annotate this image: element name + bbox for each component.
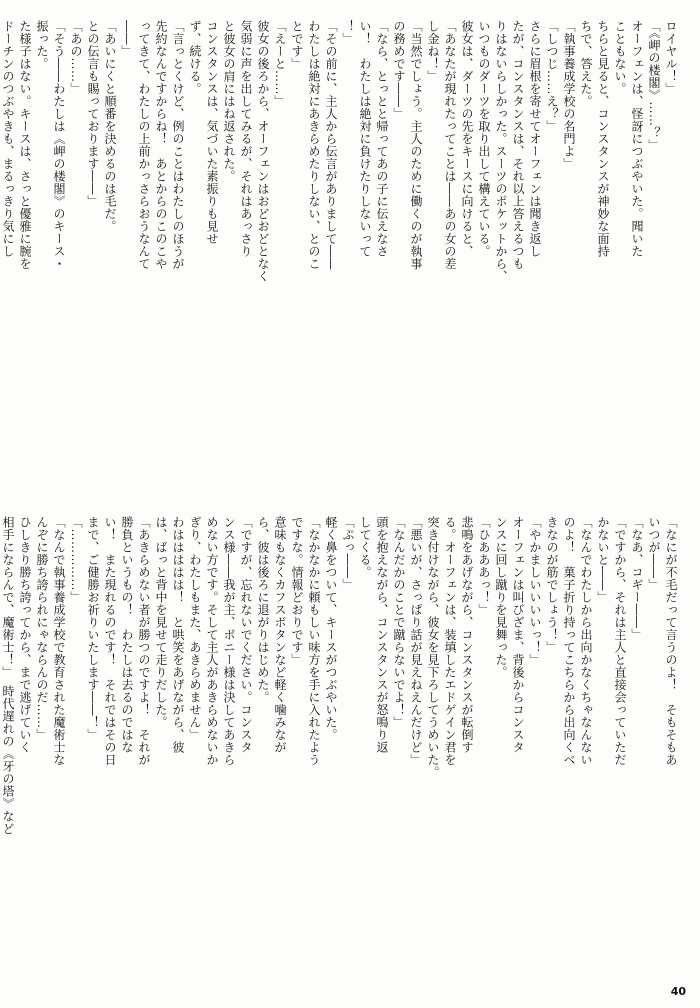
page-number: 40: [670, 985, 686, 998]
text-column: 「あなたが現れたってことは――あの女の差: [443, 20, 457, 270]
text-column: ――」: [120, 20, 134, 58]
text-column: 「そう――わたしは《岬の楼閣》のキース・: [52, 20, 66, 270]
text-column: 振った。: [35, 20, 49, 70]
text-column: の務めです――」: [392, 20, 406, 120]
upper-text-tier: [1, 20, 678, 490]
text-column: ！」: [341, 20, 355, 45]
text-column: 「なんで執事養成学校で教育された魔術士な: [52, 516, 66, 766]
text-column: いつが――」: [647, 516, 661, 591]
text-column: 軽く鼻をついて、キースがつぶやいた。: [324, 516, 338, 741]
text-column: オーフェンは叫びざま、背後からコンスタ: [511, 516, 525, 754]
text-column: と彼女の肩にはね返された。: [222, 20, 236, 183]
text-column: 「しつじ……え？」: [545, 20, 559, 133]
text-column: 勝負というもの！ わたしは去るのではな: [120, 516, 134, 754]
text-column: 「ですが、忘れないでください。コンスタ: [239, 516, 253, 754]
text-column: 彼女の後ろから、オーフェンはおどおどとなく: [256, 20, 270, 283]
text-column: し金ね！」: [426, 20, 440, 83]
text-column: ですな。情報どおりです」: [290, 516, 304, 666]
text-column: きなのが筋でしょう！」: [545, 516, 559, 654]
text-column: 「なんでわたしから出向かなくちゃなんない: [579, 516, 593, 766]
tier-divider: [22, 500, 678, 501]
text-column: 「なんだかのことで蹴らないでよ！」: [392, 516, 406, 729]
text-column: 「悪いが、さっぱり話が見えねえんだけど」: [409, 516, 423, 766]
text-column: 「やかましいいいいっ！」: [528, 516, 542, 666]
text-column: との伝言も賜っております――」: [86, 20, 100, 208]
text-column: ちで、答えた。: [579, 20, 593, 108]
text-column: 「あの……」: [69, 20, 83, 95]
text-column: さらに眉根を寄せてオーフェンは聞き返し: [528, 20, 542, 258]
text-column: い！ わたしは絶対に負けたりしないって: [358, 20, 372, 258]
text-column: る。オーフェンは、装填したエドゲイン君を: [443, 516, 457, 766]
text-column: 「その前に、主人から伝言がありまして――: [324, 20, 338, 270]
text-column: ンス様――我が主、ボニー様は決してあきら: [222, 516, 236, 766]
text-column: 「……………」: [69, 516, 83, 604]
text-column: わたしは絶対にあきらめたりしない、とのこ: [307, 20, 321, 270]
text-column: とです」: [290, 20, 304, 70]
text-column: たが、コンスタンスは、それ以上答えるつも: [511, 20, 525, 270]
text-column: 「ですから、それは主人と直接会っていただ: [613, 516, 627, 766]
text-column: 意味もなくカフスボタンなど軽く噛みなが: [273, 516, 287, 754]
text-column: りはないらしかった。スーツのポケットから、: [494, 20, 508, 283]
text-column: まで、ご健勝お祈りいたします――！」: [86, 516, 100, 741]
text-column: た様子はない。キースは、さっと優雅に腕を: [18, 20, 32, 270]
text-column: 「なら、とっとと帰ってあの子に伝えなさ: [375, 20, 389, 258]
text-column: 「言っとくけど、例のことはわたしのほうが: [171, 20, 185, 270]
text-column: ンスに回し蹴りを見舞った。: [494, 516, 508, 679]
text-column: 「執事養成学校の名門よ」: [562, 20, 576, 170]
text-column: 「あいにくと順番を決めるのは毛だ。: [103, 20, 117, 233]
text-column: 「なかなかに頼もしい味方を手に入れたよう: [307, 516, 321, 766]
text-column: んぞに勝ち誇られにゃならんのだ……」: [35, 516, 49, 741]
text-column: ず、続ける。: [188, 20, 202, 95]
text-column: 「えーと……」: [273, 20, 287, 108]
text-column: 突き付けながら、彼女を見下ろしてうめいた。: [426, 516, 440, 779]
text-column: こともない。: [613, 20, 627, 95]
text-column: 先約なんですからね！ あとからのこのこや: [154, 20, 168, 270]
text-column: ひしきり勝ち誇ってから、まで逃げていく: [18, 516, 32, 754]
text-column: ロイヤル！」: [664, 20, 678, 95]
text-column: 相手にならんで、魔術士！」 時代遅れの《牙の塔》など: [1, 516, 15, 835]
text-column: 「なあ、コギー――」: [630, 516, 644, 641]
text-column: 「ぷっ――」: [341, 516, 355, 591]
text-column: ってきて、わたしの上前かっさらおうなんて: [137, 20, 151, 270]
text-column: かないと――」: [596, 516, 610, 604]
text-column: オーフェンは、怪訝につぶやいた。聞いた: [630, 20, 644, 258]
text-column: わははははは！ と哄笑をあげながら、彼: [171, 516, 185, 754]
text-column: ぎり、わたしもまた、あきらめません」: [188, 516, 202, 741]
text-column: い！ また現れるのです！ それではその日: [103, 516, 117, 766]
text-column: 悲鳴をあげながら、コンスタンスが転倒す: [460, 516, 474, 754]
text-column: めない方です。そして主人があきらめないか: [205, 516, 219, 766]
text-column: 頭を抱えながら、コンスタンスが怒鳴り返: [375, 516, 389, 754]
text-column: 「ひあああっ！」: [477, 516, 491, 616]
text-column: してくる。: [358, 516, 372, 579]
text-column: ら、彼は後ろに退がりはじめた。: [256, 516, 270, 704]
text-column: のよ！ 菓子折り持ってこちらから出向くべ: [562, 516, 576, 766]
text-column: ちらと見ると、コンスタンスが神妙な面持: [596, 20, 610, 258]
text-column: コンスタンスは、気づいた素振りも見せ: [205, 20, 219, 245]
lower-text-tier: [1, 516, 678, 986]
text-column: 彼女は、ダーツの先をキースに向けると、: [460, 20, 474, 258]
text-column: 「当然でしょう。主人のために働くのが執事: [409, 20, 423, 270]
text-column: 「あきらめない者が勝つのですよ！ それが: [137, 516, 151, 766]
text-column: ドーチンのつぶやきも、まるっきり気にし: [1, 20, 15, 258]
text-column: 「なにが不毛だって言うのよ！ そもそもあ: [664, 516, 678, 766]
text-column: 気弱に声を出してみるが、それはあっさり: [239, 20, 253, 258]
text-column: 「《岬の楼閣》……？」: [647, 20, 661, 152]
text-column: は、ばっと背中を見せて走りだした。: [154, 516, 168, 729]
text-column: いつものダーツを取り出して構えている。: [477, 20, 491, 258]
